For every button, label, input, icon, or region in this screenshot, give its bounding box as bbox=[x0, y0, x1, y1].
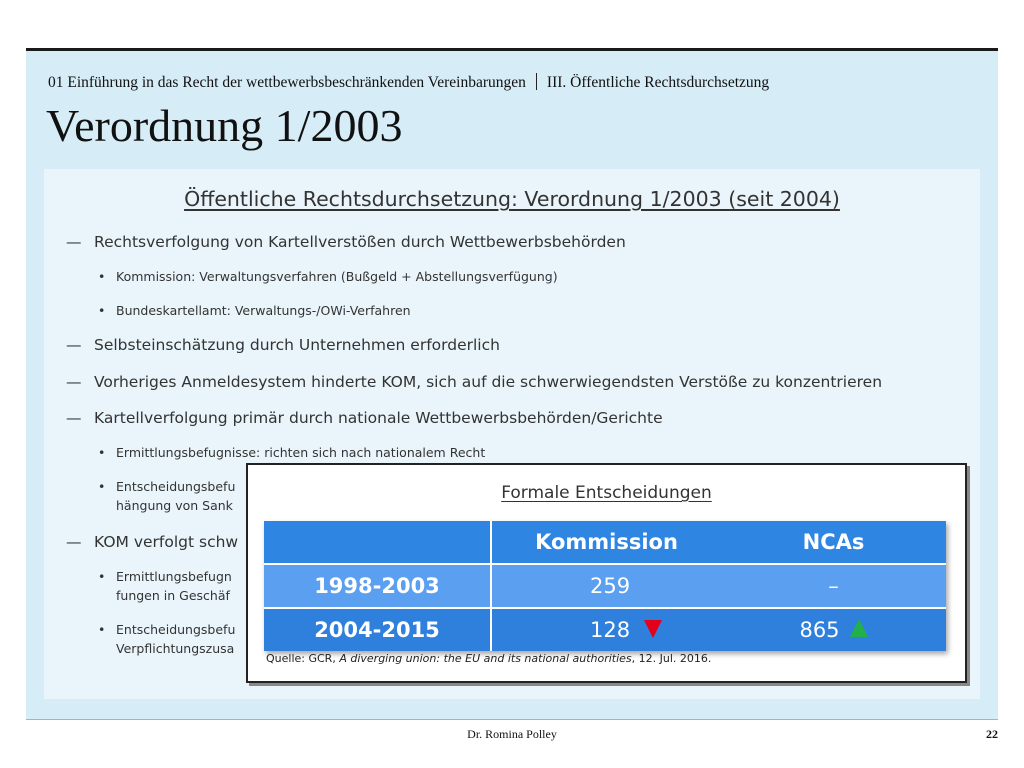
bullet-text: Kommission: Verwaltungsverfahren (Bußgeld + Abstellungsverfügung) bbox=[116, 269, 558, 284]
row-label: 1998-2003 bbox=[264, 564, 491, 608]
row-label: 2004-2015 bbox=[264, 608, 491, 651]
bullet-text: Rechtsverfolgung von Kartellverstößen durch Wettbewerbsbehörden bbox=[94, 233, 626, 251]
overlay-title: Formale Entscheidungen bbox=[501, 483, 712, 503]
cell-value: – bbox=[828, 574, 839, 598]
dot-marker: • bbox=[98, 445, 106, 460]
decisions-table bbox=[264, 521, 946, 651]
dot-marker: • bbox=[98, 479, 106, 494]
trend-up-icon bbox=[850, 619, 868, 637]
dash-marker: — bbox=[66, 336, 82, 354]
kommission-cell bbox=[491, 564, 721, 608]
bullet-text: Entscheidungsbefu bbox=[116, 622, 236, 637]
dot-marker: • bbox=[98, 303, 106, 318]
cell-value: 259 bbox=[590, 574, 631, 598]
dash-marker: — bbox=[66, 533, 82, 551]
sub-bullet-item bbox=[98, 269, 558, 284]
bullet-item bbox=[66, 336, 500, 354]
table-row bbox=[264, 564, 946, 608]
table-header-cell: Kommission bbox=[491, 521, 721, 564]
page-title: Verordnung 1/2003 bbox=[46, 100, 403, 151]
decisions-overlay bbox=[246, 463, 967, 683]
table-header-row bbox=[264, 521, 946, 564]
table-row bbox=[264, 608, 946, 651]
bullet-text: Entscheidungsbefu bbox=[116, 479, 236, 494]
source-suffix: , 12. Jul. 2016. bbox=[631, 652, 712, 665]
table-header-cell bbox=[264, 521, 491, 564]
bullet-text: Kartellverfolgung primär durch nationale Wettbewerbsbehörden/Gerichte bbox=[94, 409, 663, 427]
bullet-text: Vorheriges Anmeldesystem hinderte KOM, sich auf die schwerwiegendsten Verstöße zu konzentrieren bbox=[94, 373, 883, 391]
sub-bullet-item bbox=[98, 303, 411, 318]
page-number: 22 bbox=[986, 727, 998, 741]
bullet-item bbox=[66, 533, 238, 551]
bullet-text: Selbsteinschätzung durch Unternehmen erforderlich bbox=[94, 336, 500, 354]
cell-value: 865 bbox=[799, 618, 840, 642]
footer-author: Dr. Romina Polley bbox=[467, 727, 557, 741]
sub-bullet-item bbox=[98, 622, 235, 637]
sub-bullet-item bbox=[98, 479, 235, 494]
bullet-item bbox=[66, 409, 663, 427]
sub-bullet-continuation bbox=[98, 588, 230, 603]
bullet-text: Ermittlungsbefugn bbox=[116, 569, 232, 584]
source-prefix: Quelle: GCR, bbox=[266, 652, 336, 665]
dash-marker: — bbox=[66, 409, 82, 427]
table-header-cell: NCAs bbox=[721, 521, 946, 564]
cell-value: 128 bbox=[590, 618, 631, 642]
kommission-cell bbox=[491, 608, 721, 651]
source-note bbox=[266, 652, 711, 665]
content-subtitle: Öffentliche Rechtsdurchsetzung: Verordnung 1/2003 (seit 2004) bbox=[184, 187, 840, 211]
ncas-cell bbox=[721, 608, 946, 651]
source-title: A diverging union: the EU and its national authorities bbox=[339, 652, 632, 665]
dot-marker: • bbox=[98, 269, 106, 284]
bullet-text: fungen in Geschäf bbox=[116, 588, 230, 603]
ncas-cell bbox=[721, 564, 946, 608]
sub-bullet-continuation bbox=[98, 641, 234, 656]
dash-marker: — bbox=[66, 233, 82, 251]
bullet-item bbox=[66, 373, 882, 391]
bullet-text: Bundeskartellamt: Verwaltungs-/OWi-Verfahren bbox=[116, 303, 411, 318]
sub-bullet-item bbox=[98, 569, 232, 584]
breadcrumb-section: 01 Einführung in das Recht der wettbewerbsbeschränkenden Vereinbarungen bbox=[48, 74, 526, 91]
bullet-item bbox=[66, 233, 626, 251]
bullet-text: Verpflichtungszusa bbox=[116, 641, 235, 656]
breadcrumb-subsection: III. Öffentliche Rechtsdurchsetzung bbox=[546, 74, 770, 91]
trend-down-icon bbox=[644, 620, 662, 638]
dash-marker: — bbox=[66, 373, 82, 391]
dot-marker: • bbox=[98, 569, 106, 584]
bullet-text: Ermittlungsbefugnisse: richten sich nach nationalem Recht bbox=[116, 445, 486, 460]
breadcrumb-separator bbox=[536, 73, 537, 90]
sub-bullet-item bbox=[98, 445, 485, 460]
breadcrumb bbox=[48, 73, 769, 92]
bullet-text: KOM verfolgt schw bbox=[94, 533, 239, 551]
bullet-text: hängung von Sank bbox=[116, 498, 233, 513]
sub-bullet-continuation bbox=[98, 498, 233, 513]
dot-marker: • bbox=[98, 622, 106, 637]
